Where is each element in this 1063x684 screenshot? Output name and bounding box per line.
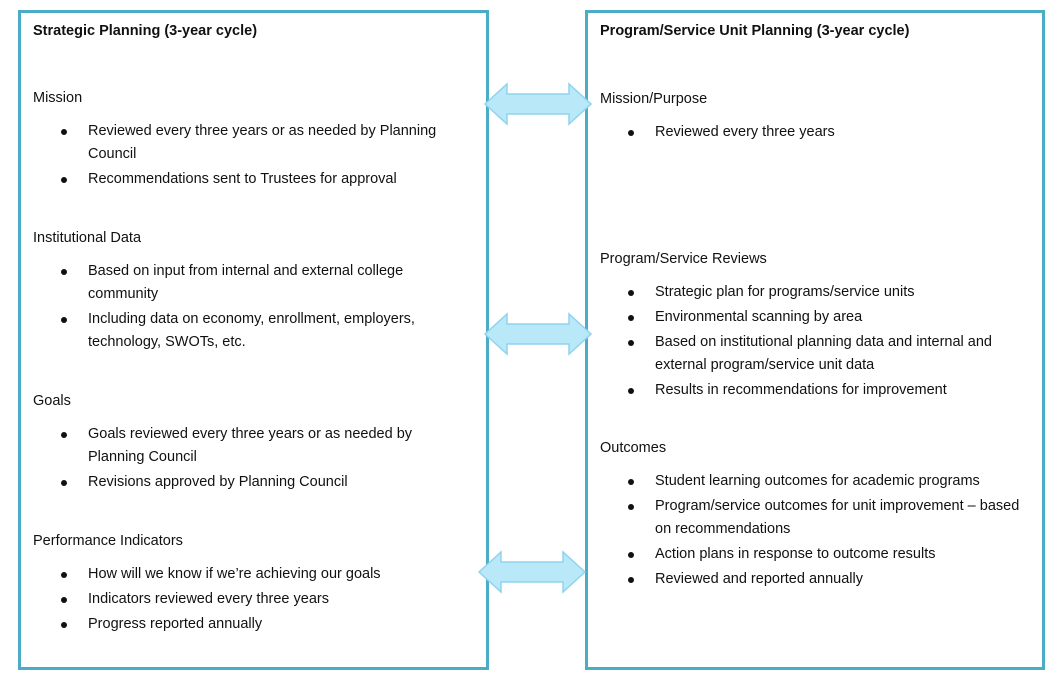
bullet-list <box>600 470 1028 591</box>
list-item: Reviewed every three years <box>600 121 1028 144</box>
section-title: Outcomes <box>600 440 667 456</box>
section-title: Goals <box>33 393 71 409</box>
section-title: Mission <box>33 90 83 106</box>
bullet-list <box>33 120 472 191</box>
strategic-planning-panel <box>18 10 489 670</box>
list-item: How will we know if we’re achieving our goals <box>33 563 472 586</box>
section-mission <box>33 89 472 193</box>
double-arrow-icon <box>477 549 587 595</box>
program-service-unit-planning-panel <box>585 10 1045 670</box>
list-item: Goals reviewed every three years or as needed by Planning Council <box>33 423 472 469</box>
section-performance-indicators <box>33 532 472 638</box>
panel-title: Program/Service Unit Planning (3-year cycle) <box>600 23 910 39</box>
bullet-list <box>600 281 1028 402</box>
list-item: Strategic plan for programs/service units <box>600 281 1028 304</box>
list-item: Based on input from internal and external college community <box>33 260 472 306</box>
bullet-list <box>33 563 472 636</box>
list-item: Results in recommendations for improvement <box>600 379 1028 402</box>
double-arrow-icon <box>483 81 593 127</box>
section-goals <box>33 392 472 496</box>
panel-title: Strategic Planning (3-year cycle) <box>33 23 258 39</box>
double-arrow-icon <box>483 311 593 357</box>
bullet-list <box>600 121 1028 144</box>
section-program-service-reviews <box>600 250 1028 404</box>
list-item: Progress reported annually <box>33 613 472 636</box>
list-item: Environmental scanning by area <box>600 306 1028 329</box>
section-mission-purpose <box>600 90 1028 146</box>
list-item: Indicators reviewed every three years <box>33 588 472 611</box>
list-item: Action plans in response to outcome results <box>600 543 1028 566</box>
section-outcomes <box>600 439 1028 593</box>
section-title: Program/Service Reviews <box>600 251 767 267</box>
list-item: Reviewed every three years or as needed by Planning Council <box>33 120 472 166</box>
list-item: Student learning outcomes for academic programs <box>600 470 1028 493</box>
list-item: Including data on economy, enrollment, employers, technology, SWOTs, etc. <box>33 308 472 354</box>
section-title: Institutional Data <box>33 230 142 246</box>
section-title: Performance Indicators <box>33 533 183 549</box>
list-item: Recommendations sent to Trustees for approval <box>33 168 472 191</box>
list-item: Based on institutional planning data and internal and external program/service unit data <box>600 331 1028 377</box>
section-title: Mission/Purpose <box>600 91 708 107</box>
section-institutional-data <box>33 229 472 356</box>
bullet-list <box>33 260 472 354</box>
list-item: Revisions approved by Planning Council <box>33 471 472 494</box>
list-item: Program/service outcomes for unit improvement – based on recommendations <box>600 495 1028 541</box>
bullet-list <box>33 423 472 494</box>
list-item: Reviewed and reported annually <box>600 568 1028 591</box>
